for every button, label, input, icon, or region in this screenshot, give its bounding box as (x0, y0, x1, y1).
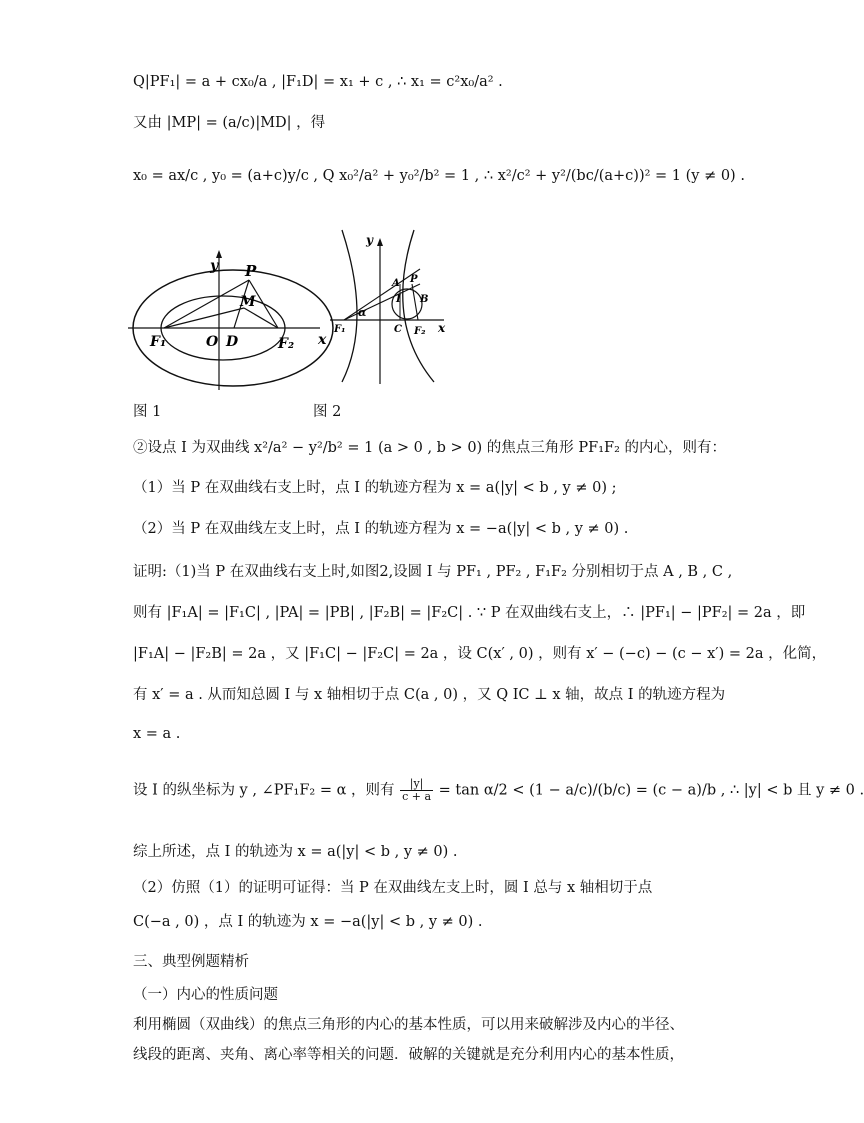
fig2-F2-label: F₂ (414, 326, 426, 337)
fig2-B-label: B (420, 294, 429, 305)
fig1-D-label: D (226, 334, 239, 350)
fig2-P-label: P (410, 274, 418, 285)
formula-text-2: 又由 |MP| = (a/c)|MD| ，得 (133, 115, 326, 131)
body-text-1: 利用椭圆（双曲线）的焦点三角形的内心的基本性质，可以用来破解涉及内心的半径、 (133, 1017, 684, 1033)
left-branch (342, 230, 357, 382)
fig1-F2-label: F₂ (278, 336, 295, 352)
proof-text-2: 则有 |F₁A| = |F₁C| , |PA| = |PB| , |F₂B| = |F₂C| . ∵ P 在双曲线右支上，∴ |PF₁| − |PF₂| = 2a ，即 (133, 605, 806, 621)
proof-line-4 (133, 685, 725, 705)
proof-text-6b: = tan α/2 < (1 − a/c)/(b/c) = (c − a)/b , ∴ |y| < b 且 y ≠ 0 . (438, 782, 864, 799)
fig2-x-label: x (438, 321, 446, 335)
fig2-C-label: C (394, 324, 402, 335)
fig1-M-label: M (240, 294, 256, 310)
proof-text-5: x = a . (133, 726, 181, 742)
segment-MF2 (244, 308, 278, 328)
proof-text-3: |F₁A| − |F₂B| = 2a ，又 |F₁C| − |F₂C| = 2a ，设 C(x′ , 0) ，则有 x′ − (−c) − (c − x′) = 2a ，化简， (133, 646, 827, 662)
fig1-O-label: O (206, 334, 219, 350)
p2-item-1 (133, 478, 616, 498)
formula-line-3 (133, 166, 745, 186)
formula-line-1 (133, 72, 503, 92)
body-text-2: 线段的距离、夹角、离心率等相关的问题．破解的关键就是充分利用内心的基本性质， (133, 1047, 684, 1063)
proof-text-1: 证明:（1)当 P 在双曲线右支上时,如图2,设圆 I 与 PF₁ , PF₂ , F₁F₂ 分别相切于点 A , B , C , (133, 564, 733, 580)
p2-item-2-text: （2）当 P 在双曲线左支上时，点 I 的轨迹方程为 x = −a(|y| < b , y ≠ 0) . (133, 521, 629, 537)
fig2-A-label: A (392, 278, 400, 289)
fig2-F1-label: F₁ (334, 324, 346, 335)
formula-text-3: x₀ = ax/c , y₀ = (a+c)y/c , Q x₀²/a² + y₀²/b² = 1 , ∴ x²/c² + y²/(bc/(a+c))² = 1 (y ≠ 0) . (133, 168, 745, 184)
fig1-P-label: P (245, 262, 257, 280)
figure-1-ellipse (128, 240, 338, 390)
p2-left-text-1: （2）仿照（1）的证明可证得：当 P 在双曲线左支上时，圆 I 总与 x 轴相切于点 (133, 880, 653, 896)
right-branch (403, 230, 434, 382)
proof-line-6 (133, 778, 864, 803)
summary-text: 综上所述，点 I 的轨迹为 x = a(|y| < b , y ≠ 0) . (133, 844, 458, 860)
proof-text-4: 有 x′ = a . 从而知总圆 I 与 x 轴相切于点 C(a , 0) ，又 Q IC ⊥ x 轴，故点 I 的轨迹方程为 (133, 687, 726, 703)
formula-line-2 (133, 113, 325, 133)
fraction-y-over-c-plus-a: $\frac{|y|}{c + a}$ (402, 777, 432, 803)
proof-text-6a: 设 I 的纵坐标为 y , ∠PF₁F₂ = α ，则有 (133, 782, 395, 799)
figure-2-hyperbola (322, 222, 457, 387)
fig2-alpha-label: α (358, 306, 367, 319)
summary-line (133, 842, 458, 862)
p2-intro-text: ②设点 I 为双曲线 x²/a² − y²/b² = 1 (a > 0 , b > 0) 的焦点三角形 PF₁F₂ 的内心，则有： (133, 440, 727, 456)
proof-line-3 (133, 644, 826, 664)
p2-item-1-text: （1）当 P 在双曲线右支上时，点 I 的轨迹方程为 x = a(|y| < b , y ≠ 0) ; (133, 480, 617, 496)
fig1-x-label: x (318, 332, 327, 348)
p2-left-line-2 (133, 912, 483, 932)
segment-F1M (164, 308, 244, 328)
proof-line-5 (133, 724, 180, 744)
section-heading-3: 三、典型例题精析 (133, 954, 249, 970)
subheading-1: （一）内心的性质问题 (133, 987, 278, 1003)
line-F1P (344, 269, 420, 320)
body-line-2 (133, 1045, 684, 1065)
fig1-y-label: y (210, 258, 219, 274)
p2-left-text-2: C(−a , 0) ，点 I 的轨迹为 x = −a(|y| < b , y ≠ 0) . (133, 914, 483, 930)
fig1-F1-label: F₁ (150, 334, 167, 350)
p2-item-2 (133, 519, 628, 539)
figure-2-caption: 图 2 (313, 404, 342, 420)
p2-left-line-1 (133, 878, 652, 898)
proof-line-1 (133, 562, 732, 582)
figure-1-caption: 图 1 (133, 404, 162, 420)
fig2-I-label: I (396, 294, 401, 305)
fig2-y-label: y (366, 233, 373, 247)
body-line-1 (133, 1015, 684, 1035)
proof-line-2 (133, 603, 805, 623)
p2-intro-line (133, 438, 726, 458)
formula-text-1: Q|PF₁| = a + cx₀/a , |F₁D| = x₁ + c , ∴ x₁ = c²x₀/a² . (133, 74, 503, 90)
